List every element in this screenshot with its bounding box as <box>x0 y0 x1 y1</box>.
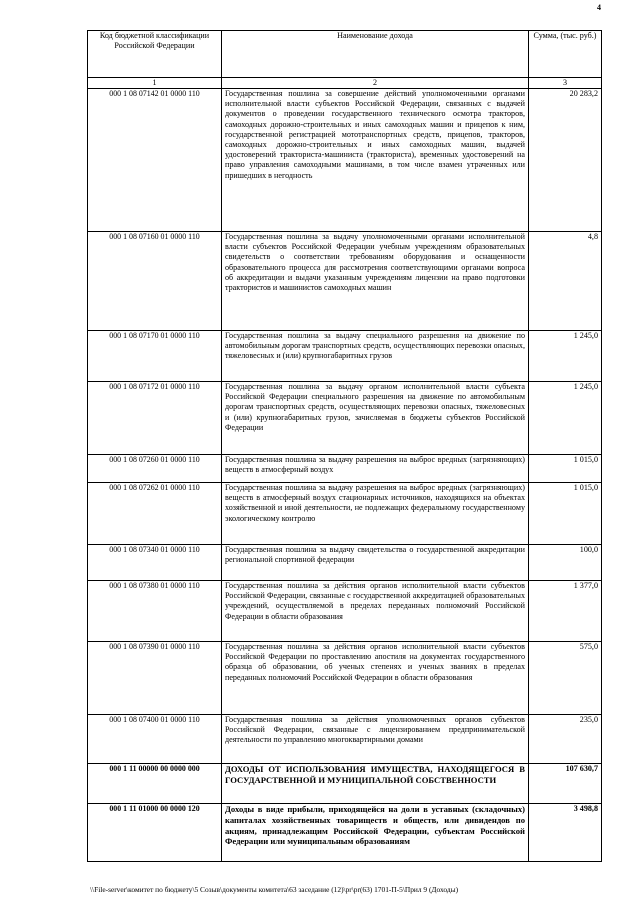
table-row-section <box>88 764 602 804</box>
row-code: 000 1 08 07172 01 0000 110 <box>88 382 222 455</box>
row-code: 000 1 08 07262 01 0000 110 <box>88 483 222 545</box>
row-code: 000 1 11 00000 00 0000 000 <box>88 764 222 804</box>
table-row <box>88 89 602 232</box>
row-name: Государственная пошлина за действия уполномоченных органов субъектов Российской Федерации, связанные с лицензированием предпринимательской деятельности по управлению многоквартирными домами <box>222 715 529 764</box>
table-row <box>88 382 602 455</box>
row-name: ДОХОДЫ ОТ ИСПОЛЬЗОВАНИЯ ИМУЩЕСТВА, НАХОДЯЩЕГОСЯ В ГОСУДАРСТВЕННОЙ И МУНИЦИПАЛЬНОЙ СОБСТВЕННОСТИ <box>222 764 529 804</box>
row-sum: 1 015,0 <box>529 483 602 545</box>
row-name: Государственная пошлина за действия органов исполнительной власти субъектов Российской Федерации по проставлению апостиля на документах государственного образца об образовании, об ученых степенях и ученых званиях в пределах переданных полномочий Российской Федерации в области образования <box>222 642 529 715</box>
row-name: Государственная пошлина за выдачу разрешения на выброс вредных (загрязняющих) веществ в атмосферный воздух <box>222 455 529 483</box>
row-name: Доходы в виде прибыли, приходящейся на доли в уставных (складочных) капиталах хозяйственных товариществ и обществ, или дивидендов по акциям, принадлежащим Российской Федерации, субъектам Российской Федерации или муниципальным образованиям <box>222 804 529 862</box>
table-row <box>88 642 602 715</box>
row-sum: 3 498,8 <box>529 804 602 862</box>
row-code: 000 1 08 07340 01 0000 110 <box>88 545 222 581</box>
row-name: Государственная пошлина за выдачу органом исполнительной власти субъекта Российской Федерации специального разрешения на движение по автомобильным дорогам транспортных средств, осуществляющих перевозки опасных, тяжеловесных и (или) крупногабаритных грузов, зачисляемая в бюджеты субъектов Российской Федерации <box>222 382 529 455</box>
column-number-row <box>88 78 602 89</box>
header-sum: Сумма, (тыс. руб.) <box>529 31 602 78</box>
row-name: Государственная пошлина за действия органов исполнительной власти субъектов Российской Федерации, связанные с государственной аккредитацией образовательных учреждений, осуществляемой в пределах переданных полномочий Российской Федерации в области образования <box>222 581 529 642</box>
row-name: Государственная пошлина за выдачу уполномоченными органами исполнительной власти субъектов Российской Федерации учебным учреждениям образовательных свидетельств о соответствии требованиям оборудования и оснащенности образовательного процесса для рассмотрения соответствующими органами вопроса об аккредитации и выдачи указанным учреждениям лицензии на право подготовки трактористов и машинистов самоходных машин <box>222 232 529 331</box>
file-path-footer: \\File-server\комитет по бюджету\5 Созыв\документы комитета\63 заседание (12)\pr\pr(63) 1701-П-5\Прил 9 (Доходы) <box>90 885 459 894</box>
row-name: Государственная пошлина за выдачу разрешения на выброс вредных (загрязняющих) веществ в атмосферный воздух стационарных источников, находящихся на объектах хозяйственной и иной деятельности, не подлежащих федеральному государственному экологическому контролю <box>222 483 529 545</box>
row-sum: 1 245,0 <box>529 382 602 455</box>
row-name: Государственная пошлина за совершение действий уполномоченными органами исполнительной власти субъектов Российской Федерации, связанных с выдачей документов о проведении государственного технического осмотра тракторов, самоходных дорожно-строительных и иных самоходных машин и прицепов к ним, государственной регистрацией мототранспортных средств, прицепов, тракторов, самоходных дорожно-строительных и иных самоходных машин, выдачей удостоверений тракториста-машиниста (тракториста), временных удостоверений на право управления самоходными машинами, в том числе взамен утраченных или пришедших в негодность <box>222 89 529 232</box>
row-sum: 100,0 <box>529 545 602 581</box>
row-code: 000 1 08 07170 01 0000 110 <box>88 331 222 382</box>
table-row <box>88 232 602 331</box>
row-name: Государственная пошлина за выдачу специального разрешения на движение по автомобильным дорогам транспортных средств, осуществляющих перевозки опасных, тяжеловесных и (или) крупногабаритных грузов <box>222 331 529 382</box>
column-number: 2 <box>222 78 529 89</box>
row-code: 000 1 08 07390 01 0000 110 <box>88 642 222 715</box>
header-code: Код бюджетной классификации Российской Федерации <box>88 31 222 78</box>
table-row <box>88 331 602 382</box>
row-sum: 235,0 <box>529 715 602 764</box>
table-row <box>88 715 602 764</box>
table-row <box>88 804 602 862</box>
table-row <box>88 455 602 483</box>
revenue-table <box>87 30 602 862</box>
row-sum: 575,0 <box>529 642 602 715</box>
table-row <box>88 581 602 642</box>
row-sum: 1 245,0 <box>529 331 602 382</box>
column-number: 3 <box>529 78 602 89</box>
table-row <box>88 483 602 545</box>
table-row <box>88 545 602 581</box>
row-sum: 1 377,0 <box>529 581 602 642</box>
column-number: 1 <box>88 78 222 89</box>
row-code: 000 1 08 07400 01 0000 110 <box>88 715 222 764</box>
header-row <box>88 31 602 78</box>
row-code: 000 1 08 07142 01 0000 110 <box>88 89 222 232</box>
row-sum: 1 015,0 <box>529 455 602 483</box>
row-code: 000 1 08 07260 01 0000 110 <box>88 455 222 483</box>
row-code: 000 1 08 07160 01 0000 110 <box>88 232 222 331</box>
row-sum: 107 630,7 <box>529 764 602 804</box>
row-name: Государственная пошлина за выдачу свидетельства о государственной аккредитации региональной спортивной федерации <box>222 545 529 581</box>
page-number: 4 <box>597 3 601 12</box>
row-code: 000 1 11 01000 00 0000 120 <box>88 804 222 862</box>
row-sum: 20 283,2 <box>529 89 602 232</box>
row-code: 000 1 08 07380 01 0000 110 <box>88 581 222 642</box>
row-sum: 4,8 <box>529 232 602 331</box>
header-name: Наименование дохода <box>222 31 529 78</box>
